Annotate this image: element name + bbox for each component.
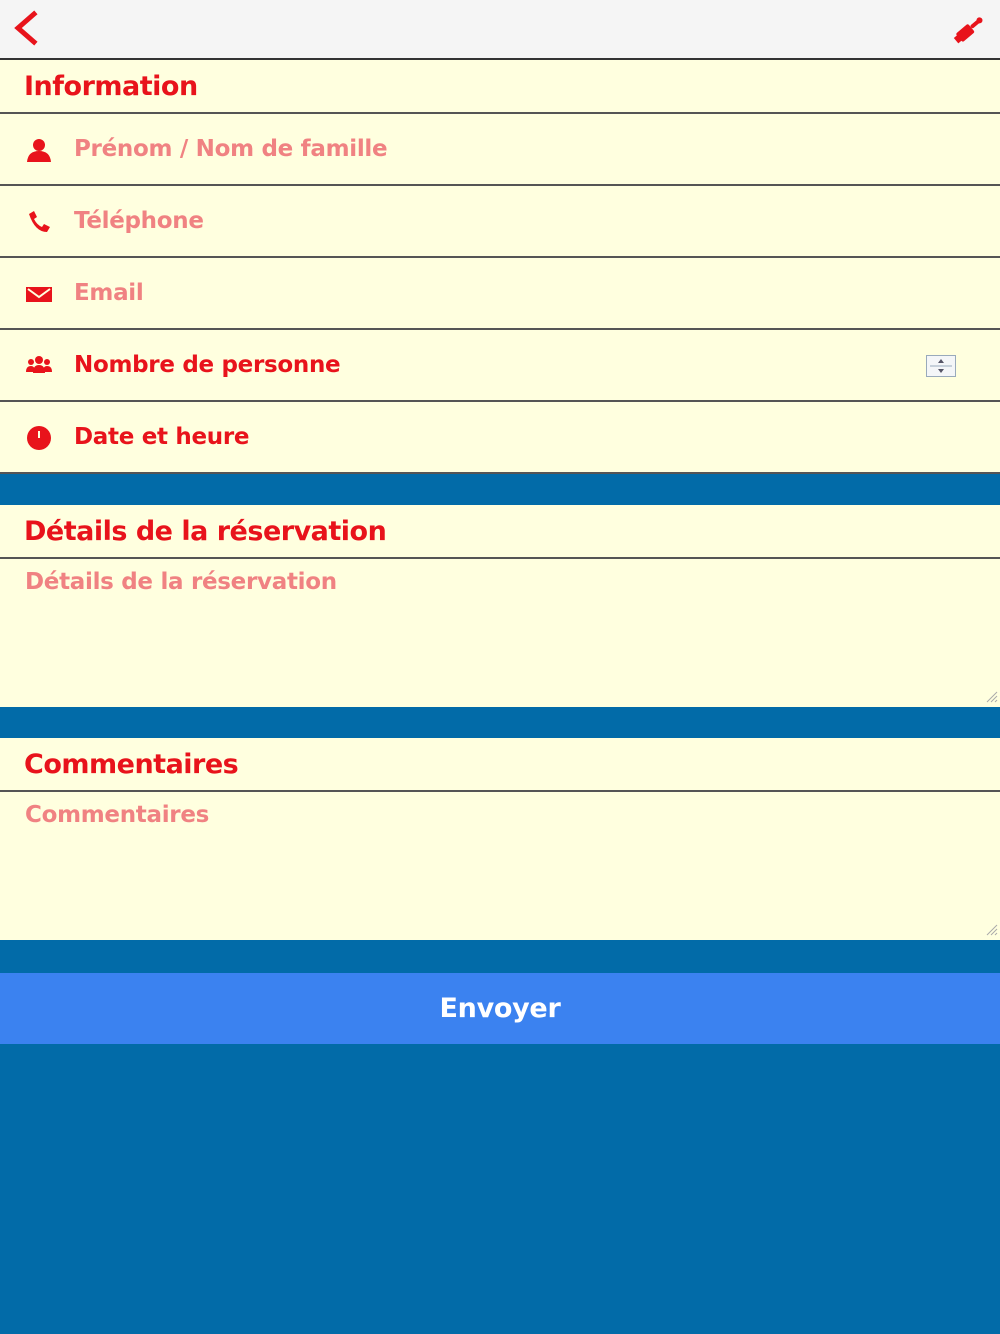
comments-section — [0, 738, 1000, 940]
resize-grip-icon[interactable] — [984, 689, 998, 703]
clear-form-button[interactable] — [948, 10, 988, 50]
name-input[interactable]: Prénom / Nom de famille — [74, 136, 388, 162]
envelope-icon — [25, 280, 53, 308]
details-section — [0, 505, 1000, 707]
details-title: Détails de la réservation — [0, 505, 1000, 559]
group-icon — [25, 352, 53, 380]
comments-title: Commentaires — [0, 738, 1000, 792]
back-button[interactable] — [8, 8, 48, 48]
guests-label: Nombre de personne — [74, 352, 341, 378]
email-input[interactable]: Email — [74, 280, 144, 306]
email-row[interactable] — [0, 258, 1000, 330]
clock-icon — [25, 424, 53, 452]
resize-grip-icon[interactable] — [984, 922, 998, 936]
information-section — [0, 60, 1000, 474]
phone-input[interactable]: Téléphone — [74, 208, 204, 234]
information-title: Information — [0, 60, 1000, 114]
top-bar — [0, 0, 1000, 60]
phone-row[interactable] — [0, 186, 1000, 258]
submit-button[interactable]: Envoyer — [0, 973, 1000, 1044]
guests-stepper[interactable] — [926, 355, 956, 377]
name-row[interactable] — [0, 114, 1000, 186]
brush-icon — [948, 10, 988, 50]
details-textarea[interactable]: Détails de la réservation — [25, 569, 337, 595]
chevron-left-icon — [8, 8, 48, 48]
datetime-row[interactable] — [0, 402, 1000, 474]
phone-icon — [25, 208, 53, 236]
user-icon — [25, 136, 53, 164]
datetime-input[interactable]: Date et heure — [74, 424, 250, 450]
guests-row[interactable] — [0, 330, 1000, 402]
stepper-arrows-icon — [927, 356, 955, 376]
comments-textarea[interactable]: Commentaires — [25, 802, 210, 828]
